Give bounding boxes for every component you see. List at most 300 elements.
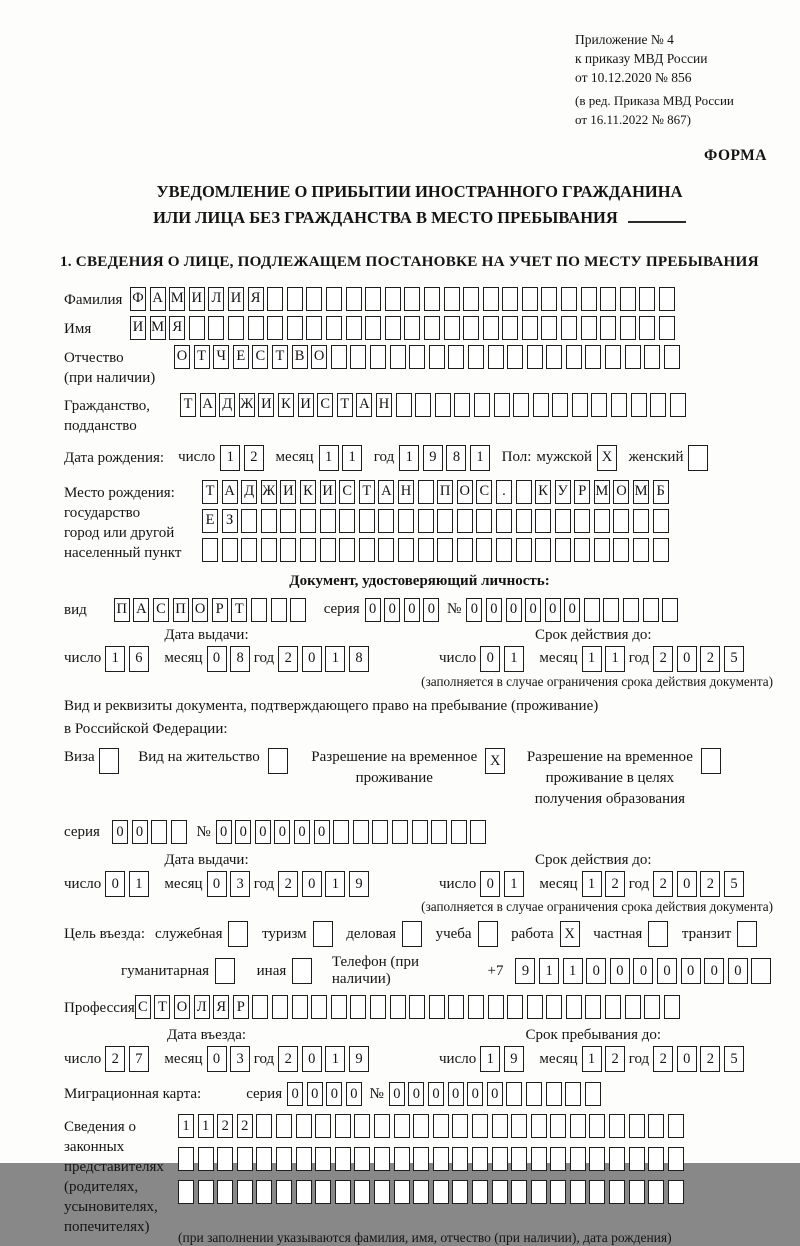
char-box[interactable] <box>457 509 473 533</box>
char-box[interactable] <box>333 820 349 844</box>
char-box[interactable]: 1 <box>319 445 339 471</box>
char-box[interactable] <box>418 538 434 562</box>
char-box[interactable]: 2 <box>653 646 673 672</box>
char-box[interactable] <box>241 538 257 562</box>
char-box[interactable] <box>496 509 512 533</box>
char-box[interactable] <box>609 1180 625 1204</box>
stay-year[interactable] <box>653 1046 747 1072</box>
char-box[interactable]: К <box>535 480 551 504</box>
char-box[interactable]: А <box>356 393 372 417</box>
char-box[interactable]: О <box>174 345 190 369</box>
char-box[interactable]: 9 <box>504 1046 524 1072</box>
char-box[interactable] <box>457 538 473 562</box>
char-box[interactable]: 1 <box>105 646 125 672</box>
char-box[interactable]: 0 <box>564 598 580 622</box>
char-box[interactable] <box>287 316 303 340</box>
char-box[interactable]: 2 <box>700 871 720 897</box>
char-box[interactable] <box>550 1147 566 1171</box>
char-box[interactable]: И <box>228 287 244 311</box>
char-box[interactable] <box>178 1147 194 1171</box>
char-box[interactable]: 1 <box>539 958 559 984</box>
char-box[interactable] <box>662 598 678 622</box>
char-box[interactable] <box>633 509 649 533</box>
char-box[interactable]: Т <box>231 598 247 622</box>
char-box[interactable]: 0 <box>307 1082 323 1106</box>
permit-valid-month[interactable] <box>582 871 629 897</box>
char-box[interactable] <box>390 345 406 369</box>
char-box[interactable]: 0 <box>586 958 606 984</box>
char-box[interactable]: 2 <box>244 445 264 471</box>
char-box[interactable] <box>496 538 512 562</box>
char-box[interactable] <box>435 393 451 417</box>
permit-issue-year[interactable] <box>278 871 372 897</box>
char-box[interactable]: Е <box>202 509 218 533</box>
char-box[interactable] <box>531 1180 547 1204</box>
char-box[interactable]: 0 <box>384 598 400 622</box>
char-box[interactable] <box>215 958 235 984</box>
char-box[interactable] <box>668 1147 684 1171</box>
char-box[interactable] <box>331 995 347 1019</box>
char-box[interactable]: 0 <box>480 646 500 672</box>
char-box[interactable] <box>320 509 336 533</box>
char-box[interactable] <box>620 316 636 340</box>
char-box[interactable] <box>346 287 362 311</box>
char-box[interactable]: Ф <box>130 287 146 311</box>
permit-valid-year[interactable] <box>653 871 747 897</box>
char-box[interactable]: 0 <box>487 1082 503 1106</box>
char-box[interactable] <box>648 1147 664 1171</box>
char-box[interactable]: 2 <box>653 1046 673 1072</box>
char-box[interactable] <box>256 1180 272 1204</box>
char-box[interactable] <box>396 393 412 417</box>
representatives-row3[interactable] <box>178 1180 775 1204</box>
char-box[interactable] <box>546 1082 562 1106</box>
char-box[interactable] <box>418 509 434 533</box>
char-box[interactable]: А <box>150 287 166 311</box>
char-box[interactable]: 0 <box>302 871 322 897</box>
identity-issue-day[interactable] <box>105 646 152 672</box>
char-box[interactable]: И <box>130 316 146 340</box>
char-box[interactable]: 0 <box>207 646 227 672</box>
char-box[interactable]: . <box>496 480 512 504</box>
birth-place-row2[interactable] <box>202 509 672 533</box>
char-box[interactable] <box>668 1114 684 1138</box>
char-box[interactable] <box>555 509 571 533</box>
char-box[interactable] <box>451 820 467 844</box>
char-box[interactable] <box>437 538 453 562</box>
char-box[interactable] <box>202 538 218 562</box>
char-box[interactable] <box>533 393 549 417</box>
char-box[interactable] <box>335 1147 351 1171</box>
char-box[interactable] <box>572 393 588 417</box>
char-box[interactable] <box>585 1082 601 1106</box>
char-box[interactable]: О <box>311 345 327 369</box>
char-box[interactable]: 2 <box>278 871 298 897</box>
char-box[interactable] <box>313 921 333 947</box>
char-box[interactable] <box>623 598 639 622</box>
char-box[interactable]: С <box>153 598 169 622</box>
name-boxes[interactable] <box>130 316 679 340</box>
char-box[interactable]: 0 <box>389 1082 405 1106</box>
char-box[interactable] <box>292 995 308 1019</box>
char-box[interactable] <box>581 287 597 311</box>
char-box[interactable]: 0 <box>314 820 330 844</box>
char-box[interactable] <box>365 287 381 311</box>
char-box[interactable] <box>444 287 460 311</box>
permit-series-boxes[interactable] <box>112 820 190 844</box>
entry-year[interactable] <box>278 1046 372 1072</box>
char-box[interactable] <box>516 538 532 562</box>
char-box[interactable] <box>511 1114 527 1138</box>
char-box[interactable] <box>506 1082 522 1106</box>
char-box[interactable] <box>605 345 621 369</box>
char-box[interactable] <box>350 345 366 369</box>
char-box[interactable]: Т <box>180 393 196 417</box>
char-box[interactable] <box>335 1114 351 1138</box>
char-box[interactable] <box>398 538 414 562</box>
char-box[interactable]: Н <box>376 393 392 417</box>
char-box[interactable] <box>171 820 187 844</box>
char-box[interactable]: 1 <box>399 445 419 471</box>
char-box[interactable] <box>339 538 355 562</box>
char-box[interactable] <box>570 1147 586 1171</box>
char-box[interactable] <box>217 1147 233 1171</box>
char-box[interactable] <box>372 820 388 844</box>
char-box[interactable] <box>561 316 577 340</box>
char-box[interactable] <box>527 995 543 1019</box>
purpose-business-checkbox[interactable] <box>402 921 426 947</box>
char-box[interactable] <box>306 287 322 311</box>
char-box[interactable] <box>290 598 306 622</box>
char-box[interactable] <box>570 1180 586 1204</box>
char-box[interactable] <box>424 287 440 311</box>
char-box[interactable]: Т <box>272 345 288 369</box>
char-box[interactable]: 0 <box>486 598 502 622</box>
char-box[interactable] <box>535 538 551 562</box>
permit-number-boxes[interactable] <box>216 820 490 844</box>
purpose-other-checkbox[interactable] <box>292 958 316 984</box>
char-box[interactable]: 1 <box>220 445 240 471</box>
char-box[interactable]: 0 <box>728 958 748 984</box>
char-box[interactable]: 9 <box>423 445 443 471</box>
char-box[interactable] <box>452 1114 468 1138</box>
char-box[interactable]: 8 <box>446 445 466 471</box>
char-box[interactable] <box>620 287 636 311</box>
char-box[interactable]: С <box>317 393 333 417</box>
char-box[interactable] <box>296 1147 312 1171</box>
purpose-tourism-checkbox[interactable] <box>313 921 337 947</box>
char-box[interactable]: У <box>555 480 571 504</box>
char-box[interactable] <box>251 598 267 622</box>
char-box[interactable]: О <box>613 480 629 504</box>
char-box[interactable]: С <box>252 345 268 369</box>
residence-permit-checkbox[interactable] <box>268 748 292 774</box>
char-box[interactable] <box>415 393 431 417</box>
purpose-private-checkbox[interactable] <box>648 921 672 947</box>
char-box[interactable]: И <box>258 393 274 417</box>
purpose-study-checkbox[interactable] <box>478 921 502 947</box>
doc-series-boxes[interactable] <box>365 598 443 622</box>
char-box[interactable] <box>585 345 601 369</box>
char-box[interactable] <box>603 598 619 622</box>
char-box[interactable] <box>394 1114 410 1138</box>
char-box[interactable]: 2 <box>700 646 720 672</box>
char-box[interactable]: Я <box>169 316 185 340</box>
identity-valid-month[interactable] <box>582 646 629 672</box>
char-box[interactable] <box>354 1114 370 1138</box>
char-box[interactable] <box>424 316 440 340</box>
char-box[interactable]: И <box>280 480 296 504</box>
char-box[interactable] <box>552 393 568 417</box>
char-box[interactable]: X <box>485 748 505 774</box>
char-box[interactable] <box>581 316 597 340</box>
char-box[interactable] <box>546 995 562 1019</box>
char-box[interactable] <box>418 480 434 504</box>
char-box[interactable] <box>354 1180 370 1204</box>
char-box[interactable]: 1 <box>342 445 362 471</box>
char-box[interactable] <box>413 1147 429 1171</box>
char-box[interactable]: 1 <box>325 1046 345 1072</box>
char-box[interactable] <box>492 1180 508 1204</box>
char-box[interactable] <box>189 316 205 340</box>
char-box[interactable] <box>429 345 445 369</box>
char-box[interactable]: 8 <box>349 646 369 672</box>
char-box[interactable]: 0 <box>704 958 724 984</box>
identity-valid-day[interactable] <box>480 646 527 672</box>
char-box[interactable]: Н <box>398 480 414 504</box>
char-box[interactable]: Р <box>212 598 228 622</box>
stay-day[interactable] <box>480 1046 527 1072</box>
char-box[interactable] <box>228 921 248 947</box>
birth-day-boxes[interactable] <box>220 445 267 471</box>
char-box[interactable] <box>535 509 551 533</box>
char-box[interactable] <box>600 287 616 311</box>
char-box[interactable] <box>359 509 375 533</box>
char-box[interactable] <box>688 445 708 471</box>
char-box[interactable] <box>370 345 386 369</box>
char-box[interactable]: 0 <box>657 958 677 984</box>
char-box[interactable]: П <box>114 598 130 622</box>
char-box[interactable]: 5 <box>724 646 744 672</box>
char-box[interactable] <box>311 995 327 1019</box>
char-box[interactable]: 0 <box>677 871 697 897</box>
entry-day[interactable] <box>105 1046 152 1072</box>
char-box[interactable] <box>526 1082 542 1106</box>
char-box[interactable] <box>151 820 167 844</box>
char-box[interactable] <box>448 345 464 369</box>
char-box[interactable] <box>276 1147 292 1171</box>
char-box[interactable]: 0 <box>677 646 697 672</box>
char-box[interactable]: 9 <box>515 958 535 984</box>
char-box[interactable] <box>374 1180 390 1204</box>
char-box[interactable]: 2 <box>105 1046 125 1072</box>
char-box[interactable] <box>550 1180 566 1204</box>
char-box[interactable] <box>507 995 523 1019</box>
char-box[interactable] <box>339 509 355 533</box>
char-box[interactable] <box>444 316 460 340</box>
char-box[interactable] <box>437 509 453 533</box>
visa-checkbox[interactable] <box>99 748 123 774</box>
representatives-row2[interactable] <box>178 1147 775 1171</box>
char-box[interactable]: 8 <box>230 646 250 672</box>
char-box[interactable] <box>507 345 523 369</box>
char-box[interactable]: 0 <box>506 598 522 622</box>
char-box[interactable]: М <box>169 287 185 311</box>
char-box[interactable] <box>648 1114 664 1138</box>
char-box[interactable] <box>300 538 316 562</box>
char-box[interactable]: 1 <box>480 1046 500 1072</box>
char-box[interactable]: Л <box>208 287 224 311</box>
char-box[interactable] <box>346 316 362 340</box>
char-box[interactable]: А <box>133 598 149 622</box>
char-box[interactable]: 5 <box>724 1046 744 1072</box>
char-box[interactable] <box>374 1114 390 1138</box>
char-box[interactable] <box>488 345 504 369</box>
char-box[interactable] <box>565 1082 581 1106</box>
char-box[interactable] <box>320 538 336 562</box>
char-box[interactable]: А <box>200 393 216 417</box>
char-box[interactable]: В <box>292 345 308 369</box>
char-box[interactable] <box>412 820 428 844</box>
char-box[interactable]: Р <box>574 480 590 504</box>
char-box[interactable]: 0 <box>294 820 310 844</box>
char-box[interactable] <box>433 1114 449 1138</box>
char-box[interactable]: 1 <box>582 1046 602 1072</box>
char-box[interactable] <box>448 995 464 1019</box>
char-box[interactable] <box>644 995 660 1019</box>
char-box[interactable] <box>478 921 498 947</box>
char-box[interactable] <box>589 1147 605 1171</box>
char-box[interactable] <box>409 345 425 369</box>
char-box[interactable]: И <box>189 287 205 311</box>
char-box[interactable] <box>527 345 543 369</box>
char-box[interactable] <box>280 538 296 562</box>
char-box[interactable]: А <box>222 480 238 504</box>
char-box[interactable] <box>198 1147 214 1171</box>
char-box[interactable] <box>670 393 686 417</box>
char-box[interactable] <box>296 1114 312 1138</box>
identity-issue-month[interactable] <box>207 646 254 672</box>
char-box[interactable] <box>463 316 479 340</box>
char-box[interactable] <box>701 748 721 774</box>
char-box[interactable]: 1 <box>504 871 524 897</box>
char-box[interactable] <box>272 995 288 1019</box>
char-box[interactable] <box>267 316 283 340</box>
char-box[interactable] <box>470 820 486 844</box>
char-box[interactable] <box>625 995 641 1019</box>
char-box[interactable] <box>516 509 532 533</box>
char-box[interactable]: Е <box>233 345 249 369</box>
char-box[interactable]: 0 <box>235 820 251 844</box>
char-box[interactable]: 2 <box>605 1046 625 1072</box>
purpose-work-checkbox[interactable] <box>560 921 584 947</box>
char-box[interactable]: С <box>339 480 355 504</box>
char-box[interactable]: 1 <box>325 871 345 897</box>
char-box[interactable]: О <box>457 480 473 504</box>
char-box[interactable]: С <box>476 480 492 504</box>
char-box[interactable] <box>402 921 422 947</box>
char-box[interactable] <box>413 1180 429 1204</box>
char-box[interactable] <box>354 1147 370 1171</box>
char-box[interactable] <box>648 1180 664 1204</box>
char-box[interactable]: М <box>150 316 166 340</box>
char-box[interactable]: 0 <box>132 820 148 844</box>
identity-valid-year[interactable] <box>653 646 747 672</box>
char-box[interactable]: 0 <box>302 1046 322 1072</box>
char-box[interactable] <box>653 509 669 533</box>
char-box[interactable] <box>566 345 582 369</box>
char-box[interactable] <box>256 1147 272 1171</box>
char-box[interactable] <box>609 1147 625 1171</box>
char-box[interactable] <box>611 393 627 417</box>
char-box[interactable] <box>261 509 277 533</box>
char-box[interactable] <box>256 1114 272 1138</box>
char-box[interactable] <box>378 509 394 533</box>
char-box[interactable]: 1 <box>605 646 625 672</box>
char-box[interactable] <box>271 598 287 622</box>
char-box[interactable]: 0 <box>207 1046 227 1072</box>
char-box[interactable]: 0 <box>287 1082 303 1106</box>
char-box[interactable]: 0 <box>545 598 561 622</box>
citizenship-boxes[interactable] <box>180 393 689 417</box>
char-box[interactable]: 0 <box>681 958 701 984</box>
char-box[interactable] <box>633 538 649 562</box>
char-box[interactable] <box>350 995 366 1019</box>
char-box[interactable] <box>315 1114 331 1138</box>
char-box[interactable] <box>315 1180 331 1204</box>
char-box[interactable]: Т <box>202 480 218 504</box>
char-box[interactable] <box>631 393 647 417</box>
char-box[interactable] <box>335 1180 351 1204</box>
char-box[interactable] <box>306 316 322 340</box>
char-box[interactable]: X <box>560 921 580 947</box>
char-box[interactable]: И <box>298 393 314 417</box>
char-box[interactable] <box>639 287 655 311</box>
char-box[interactable] <box>546 345 562 369</box>
char-box[interactable] <box>385 287 401 311</box>
char-box[interactable] <box>751 958 771 984</box>
identity-issue-year[interactable] <box>278 646 372 672</box>
char-box[interactable]: 6 <box>129 646 149 672</box>
char-box[interactable]: П <box>437 480 453 504</box>
mc-series-boxes[interactable] <box>287 1082 365 1106</box>
char-box[interactable]: 0 <box>274 820 290 844</box>
char-box[interactable] <box>594 509 610 533</box>
char-box[interactable] <box>404 316 420 340</box>
char-box[interactable]: 0 <box>633 958 653 984</box>
char-box[interactable]: 5 <box>724 871 744 897</box>
char-box[interactable]: Ж <box>261 480 277 504</box>
stay-month[interactable] <box>582 1046 629 1072</box>
char-box[interactable] <box>488 995 504 1019</box>
char-box[interactable] <box>516 480 532 504</box>
char-box[interactable] <box>359 538 375 562</box>
char-box[interactable] <box>431 820 447 844</box>
char-box[interactable]: П <box>173 598 189 622</box>
char-box[interactable] <box>589 1180 605 1204</box>
birth-place-row1[interactable] <box>202 480 672 504</box>
char-box[interactable]: З <box>222 509 238 533</box>
char-box[interactable]: 9 <box>349 1046 369 1072</box>
char-box[interactable]: 0 <box>302 646 322 672</box>
char-box[interactable] <box>643 598 659 622</box>
char-box[interactable]: О <box>174 995 190 1019</box>
char-box[interactable] <box>664 345 680 369</box>
char-box[interactable]: 2 <box>653 871 673 897</box>
char-box[interactable] <box>625 345 641 369</box>
char-box[interactable]: Т <box>337 393 353 417</box>
char-box[interactable]: 0 <box>428 1082 444 1106</box>
